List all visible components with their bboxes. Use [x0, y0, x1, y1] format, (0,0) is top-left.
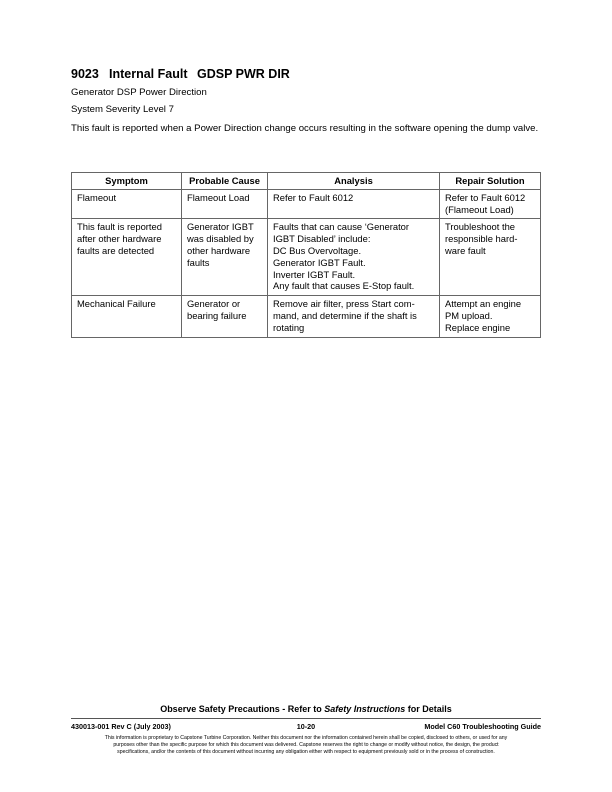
document-number: 430013-001 Rev C (July 2003)	[71, 722, 171, 731]
cause-cell	[182, 296, 268, 337]
fault-heading	[71, 67, 290, 81]
cell-line: ware fault	[445, 244, 486, 256]
repair-cell	[440, 189, 541, 219]
header-symptom: Symptom	[72, 173, 182, 190]
cell-line: Refer to Fault 6012	[445, 191, 526, 203]
cell-line: rotating	[273, 321, 305, 333]
analysis-cell	[268, 219, 440, 296]
page-number: 10-20	[296, 722, 316, 731]
symptom-cell	[72, 296, 182, 337]
cell-line: This fault is reported	[77, 221, 162, 233]
cell-line: Attempt an engine	[445, 298, 522, 310]
legal-line: This information is proprietary to Capstone Turbine Corporation. Neither this document nor the information contained herein shall be copied, disclosed to others, or used for any	[104, 735, 508, 741]
table-row	[72, 219, 541, 296]
cell-line: Troubleshoot the	[445, 221, 516, 233]
cell-line: Generator or	[187, 298, 241, 310]
cell-line: other hardware	[187, 244, 251, 256]
legal-line: purposes other than the specific purpose for which this document was delivered. Capstone reserves the right to change or modify without notice, the design, the product	[113, 742, 499, 748]
cell-line: bearing failure	[187, 309, 247, 321]
repair-cell	[440, 296, 541, 337]
cell-line: Generator IGBT	[187, 221, 254, 233]
fault-abbreviation: GDSP PWR DIR	[197, 67, 290, 81]
cell-line: Any fault that causes E-Stop fault.	[273, 280, 415, 292]
severity-level: System Severity Level 7	[71, 104, 174, 115]
table-header-row	[72, 173, 541, 190]
cause-cell	[182, 219, 268, 296]
cell-line: mand, and determine if the shaft is	[273, 309, 417, 321]
repair-cell	[440, 219, 541, 296]
cell-line: Faults that can cause ‘Generator	[273, 221, 410, 233]
cell-line: Generator IGBT Fault.	[273, 256, 366, 268]
safety-emphasis: Safety Instructions	[324, 704, 406, 714]
symptom-cell	[72, 219, 182, 296]
table-row	[72, 296, 541, 337]
header-repair-solution: Repair Solution	[440, 173, 541, 190]
troubleshooting-table	[71, 172, 541, 338]
cell-line: Inverter IGBT Fault.	[273, 268, 356, 280]
analysis-cell	[268, 189, 440, 219]
safety-notice	[0, 704, 612, 714]
analysis-cell	[268, 296, 440, 337]
cell-line: faults	[187, 256, 210, 268]
fault-name: Internal Fault	[109, 67, 188, 81]
table-row	[72, 189, 541, 219]
fault-description: Generator DSP Power Direction	[71, 87, 207, 98]
header-probable-cause: Probable Cause	[182, 173, 268, 190]
safety-prefix: Observe Safety Precautions - Refer to	[160, 704, 325, 714]
cell-line: was disabled by	[187, 233, 254, 245]
cell-line: Refer to Fault 6012	[273, 191, 354, 203]
cell-line: (Flameout Load)	[445, 203, 514, 215]
cell-line: DC Bus Overvoltage.	[273, 244, 362, 256]
footer-divider	[71, 718, 541, 719]
symptom-cell	[72, 189, 182, 219]
guide-title: Model C60 Troubleshooting Guide	[424, 722, 541, 731]
cell-line: PM upload.	[445, 309, 493, 321]
cell-line: responsible hard-	[445, 233, 518, 245]
cell-line: after other hardware	[77, 233, 162, 245]
cell-line: faults are detected	[77, 244, 155, 256]
fault-explanation: This fault is reported when a Power Direction change occurs resulting in the software opening the dump valve.	[71, 123, 539, 134]
cell-line: Replace engine	[445, 321, 511, 333]
proprietary-notice	[71, 735, 541, 756]
cell-line: Flameout Load	[187, 191, 250, 203]
safety-suffix: for Details	[405, 704, 452, 714]
header-analysis: Analysis	[268, 173, 440, 190]
legal-line: specifications, and/or the contents of this document without incurring any obligation either with respect to equipment previously sold or in the process of construction.	[117, 749, 495, 755]
fault-code: 9023	[71, 67, 99, 81]
cause-cell	[182, 189, 268, 219]
cell-line: IGBT Disabled’ include:	[273, 233, 371, 245]
cell-line: Remove air filter, press Start com-	[273, 298, 415, 310]
cell-line: Mechanical Failure	[77, 298, 156, 310]
cell-line: Flameout	[77, 191, 117, 203]
